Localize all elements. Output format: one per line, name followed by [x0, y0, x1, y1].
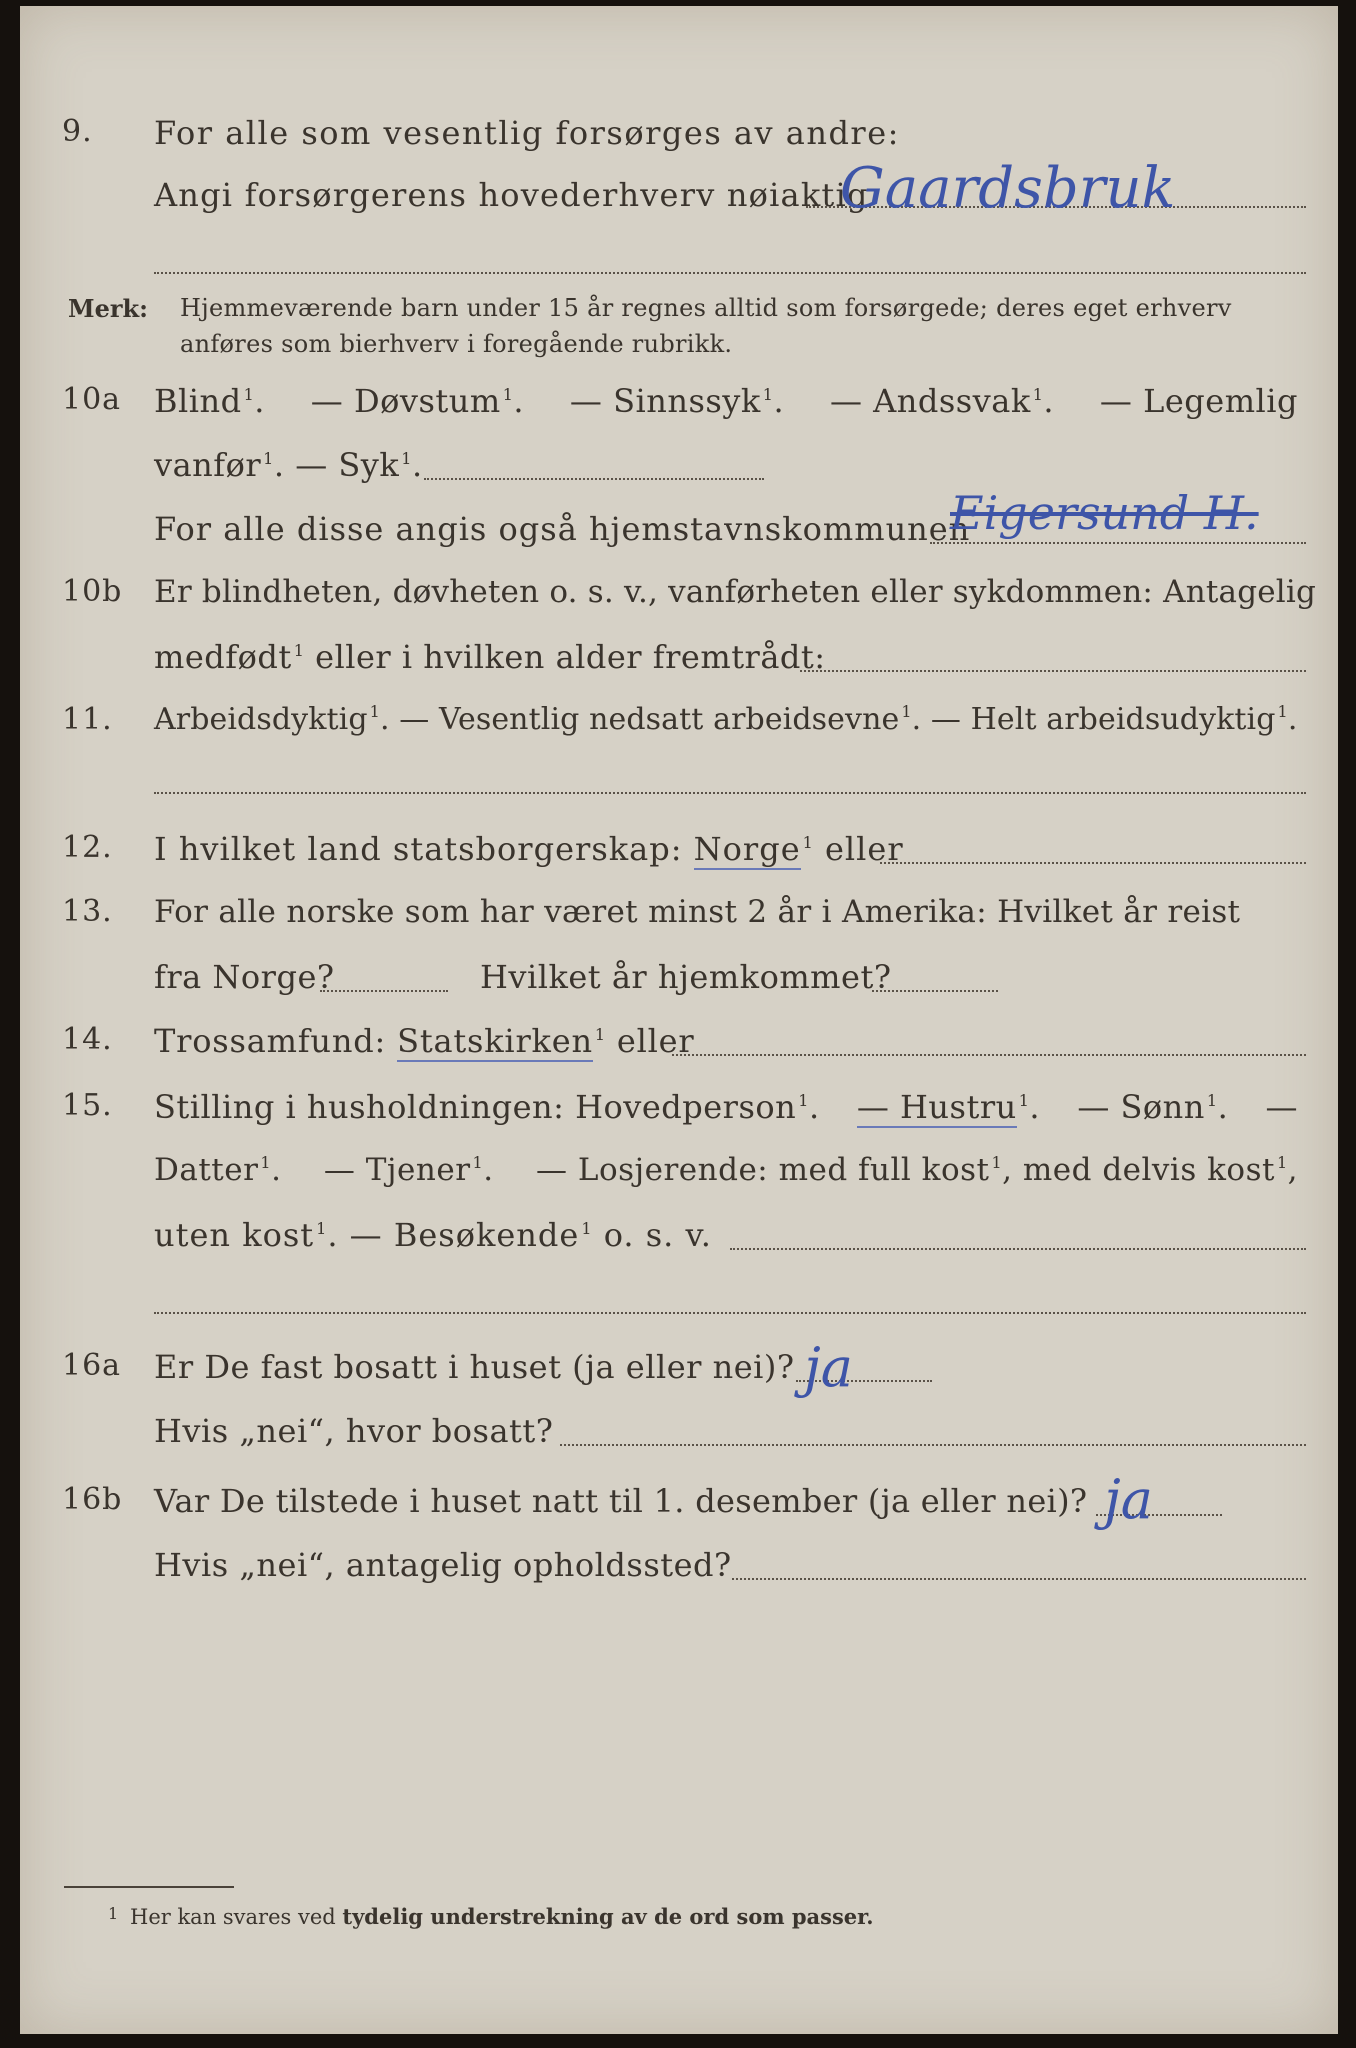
answer-line	[930, 542, 1306, 544]
handwritten-answer: ja	[804, 1336, 853, 1399]
question-15-row	[20, 1088, 1338, 1140]
option-blind: Blind	[154, 382, 242, 420]
answer-line	[872, 990, 998, 992]
option-norge: Norge	[693, 830, 801, 868]
question-10a-row	[20, 382, 1338, 434]
question-number: 11.	[62, 702, 113, 737]
handwritten-answer: Gaardsbruk	[840, 156, 1176, 221]
question-text: Hvis „nei“, antagelig opholdssted?	[154, 1546, 732, 1584]
question-text: medfødt $^1$ eller i hvilken alder fremtrådt:	[154, 638, 826, 676]
question-text: For alle som vesentlig forsørges av andre:	[154, 114, 900, 152]
answer-line	[424, 478, 764, 480]
answer-line	[672, 1054, 1306, 1056]
answer-line	[560, 1444, 1306, 1446]
option-andssvak: — Andssvak	[829, 382, 1031, 420]
question-text: Arbeidsdyktig $^1$. — Vesentlig nedsatt arbeidsevne $^1$. — Helt arbeidsudyktig $^1$.	[154, 702, 1298, 737]
answer-line	[154, 272, 1306, 274]
handwritten-answer: Eigersund H.	[950, 486, 1259, 540]
question-text: Er De fast bosatt i huset (ja eller nei)?	[154, 1348, 795, 1386]
footnote-divider	[64, 1886, 234, 1888]
footnote-text: Her kan svares ved tydelig understrekning av de ord som passer.	[130, 1904, 874, 1929]
question-10b-line2	[20, 638, 1338, 690]
question-number: 15.	[62, 1088, 113, 1123]
question-text: uten kost $^1$. — Besøkende $^1$ o. s. v.	[154, 1216, 712, 1254]
question-text: vanfør $^1$. — Syk $^1$.	[154, 446, 423, 484]
note-label: Merk:	[68, 294, 148, 323]
question-text: Er blindheten, døvheten o. s. v., vanførheten eller sykdommen: Antagelig	[154, 574, 1317, 610]
option-hustru: — Hustru	[856, 1088, 1017, 1126]
question-text: I hvilket land statsborgerskap: Norge $^1$ eller	[154, 830, 904, 868]
note-text: anføres som bierhverv i foregående rubrikk.	[180, 330, 733, 358]
question-text: Trossamfund: Statskirken $^1$ eller	[154, 1022, 695, 1060]
option-sinnssyk: — Sinnssyk	[569, 382, 761, 420]
option-legemlig: — Legemlig	[1099, 382, 1298, 420]
answer-line	[800, 670, 1306, 672]
question-number: 12.	[62, 830, 113, 865]
note-row-2	[20, 330, 1338, 382]
handwritten-answer: ja	[1104, 1468, 1153, 1531]
question-text: Datter $^1$. — Tjener $^1$. — Losjerende: med full kost $^1$, med delvis kost $^1$,	[154, 1152, 1298, 1188]
question-text: Hvilket år hjemkommet?	[480, 958, 892, 996]
footnote-marker: 1	[108, 1904, 119, 1923]
question-text: Var De tilstede i huset natt til 1. desember (ja eller nei)?	[154, 1482, 1088, 1520]
answer-line	[154, 792, 1306, 794]
question-13-row	[20, 894, 1338, 946]
question-16b-line2	[20, 1546, 1338, 1598]
answer-line	[320, 990, 448, 992]
question-number: 14.	[62, 1022, 113, 1057]
option-statskirken: Statskirken	[397, 1022, 593, 1060]
question-text: fra Norge?	[154, 958, 335, 996]
note-text: Hjemmeværende barn under 15 år regnes alltid som forsørgede; deres eget erhverv	[180, 294, 1232, 322]
question-number: 9.	[62, 114, 93, 149]
question-number: 13.	[62, 894, 113, 929]
question-14-row	[20, 1022, 1338, 1074]
question-13-line2	[20, 958, 1338, 1010]
answer-line	[154, 1312, 1306, 1314]
question-text: For alle norske som har været minst 2 år i Amerika: Hvilket år reist	[154, 894, 1241, 930]
question-10b-row	[20, 574, 1338, 626]
question-16a-row	[20, 1348, 1338, 1400]
answer-line	[732, 1578, 1306, 1580]
question-text: Angi forsørgerens hovederhverv nøiaktig	[154, 176, 869, 214]
question-text: Stilling i husholdningen: Hovedperson $^1$. — Hustru $^1$. — Sønn $^1$. —	[154, 1088, 1298, 1126]
question-text: Hvis „nei“, hvor bosatt?	[154, 1412, 554, 1450]
answer-line	[880, 862, 1306, 864]
question-12-row	[20, 830, 1338, 882]
question-15-line3	[20, 1216, 1338, 1268]
option-dovstum: — Døvstum	[310, 382, 501, 420]
question-15-line2	[20, 1152, 1338, 1204]
census-form-page	[20, 6, 1338, 2034]
question-number: 10a	[62, 382, 122, 417]
answer-line	[730, 1248, 1306, 1250]
question-number: 16a	[62, 1348, 122, 1383]
question-number: 16b	[62, 1482, 123, 1517]
question-text: Blind $^1$. — Døvstum $^1$. — Sinnssyk $^1$. — Andssvak $^1$. — Legemlig	[154, 382, 1298, 420]
question-11-row	[20, 702, 1338, 754]
question-16a-line2	[20, 1412, 1338, 1464]
question-text: For alle disse angis også hjemstavnskommunen	[154, 510, 971, 548]
question-number: 10b	[62, 574, 123, 609]
